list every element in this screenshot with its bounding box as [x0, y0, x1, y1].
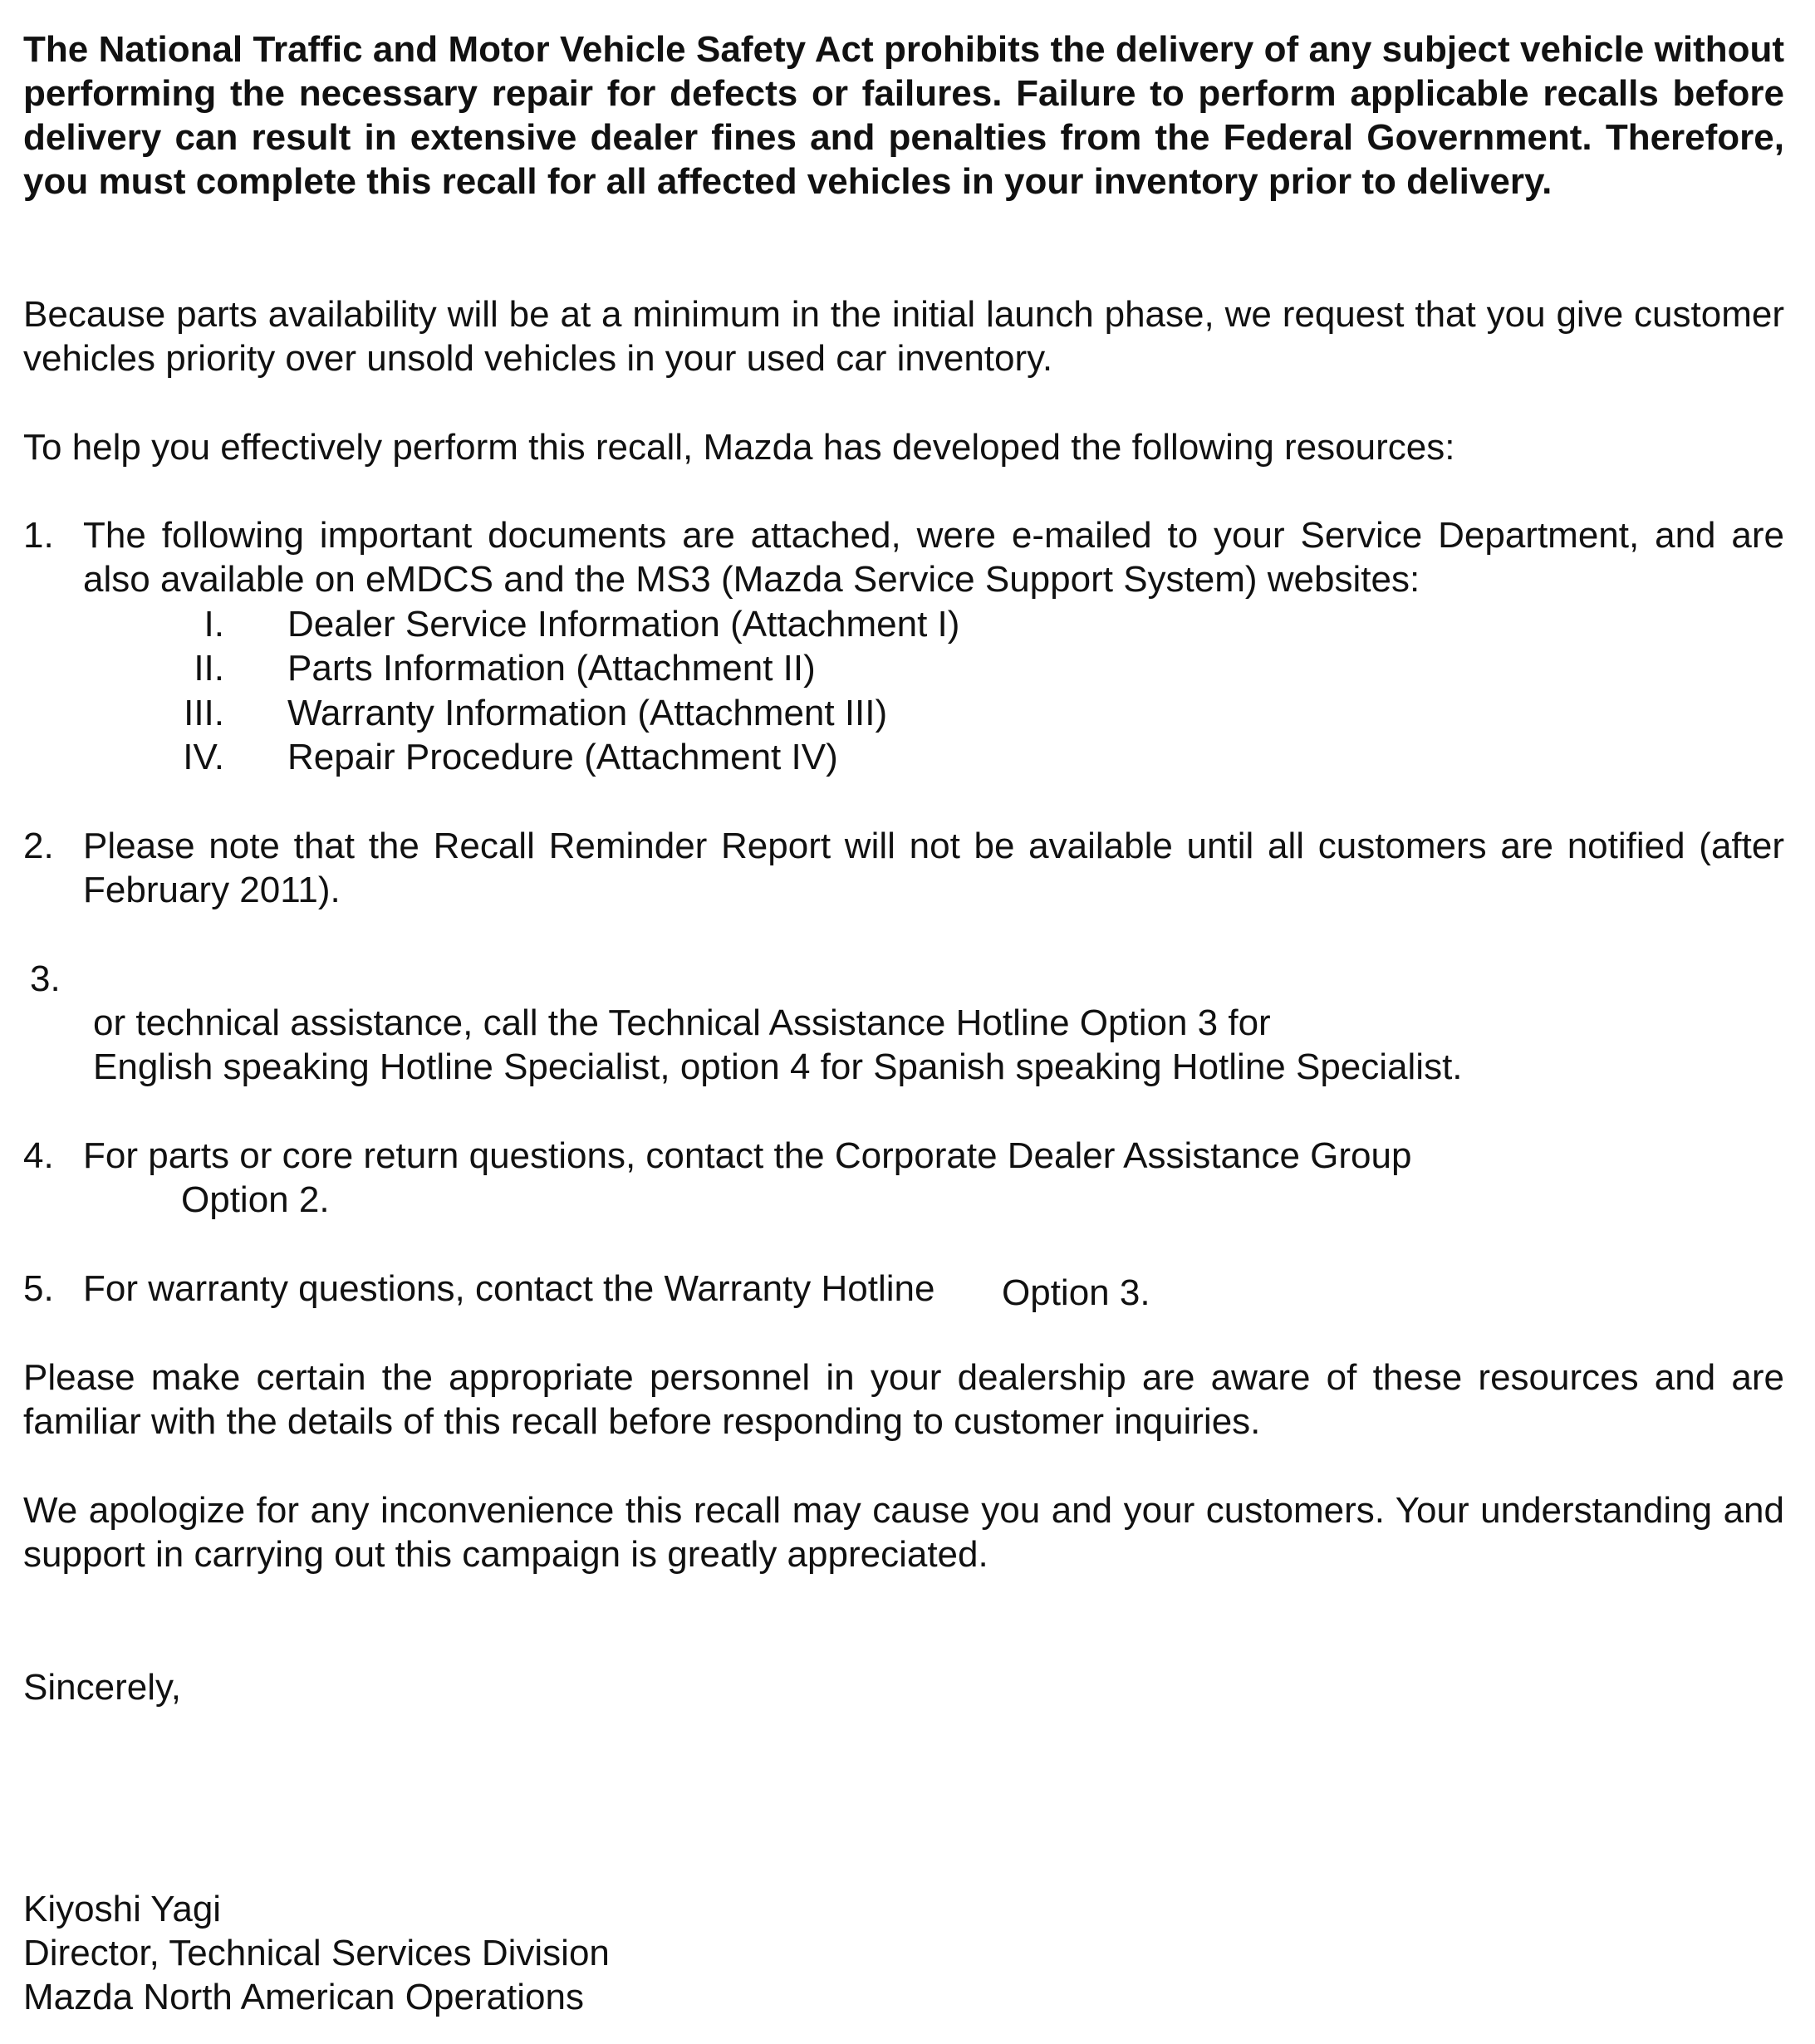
attachment-3-text: Warranty Information (Attachment III) — [287, 693, 888, 733]
attachment-3-number: III. — [184, 693, 224, 733]
list-item-2-text: Please note that the Recall Reminder Report will not be available until all customers are notified (after February 2011). — [83, 826, 1784, 910]
apology-paragraph: We apologize for any inconvenience this recall may cause you and your customers. Your understanding and support in carrying out this campaign is greatly appreciated. — [23, 1490, 1784, 1575]
resources-intro: To help you effectively perform this recall, Mazda has developed the following resources: — [23, 427, 1455, 468]
closing: Sincerely, — [23, 1667, 181, 1708]
list-item-5-line-1: For warranty questions, contact the Warranty Hotline — [83, 1268, 935, 1309]
list-item-4-number: 4. — [23, 1135, 54, 1176]
list-item-5-number: 5. — [23, 1268, 54, 1309]
signer-organization: Mazda North American Operations — [23, 1977, 584, 2017]
attachment-4-number: IV. — [183, 737, 224, 777]
list-item-5-option: Option 3. — [1002, 1272, 1150, 1313]
attachment-4-text: Repair Procedure (Attachment IV) — [287, 737, 838, 777]
awareness-paragraph: Please make certain the appropriate personnel in your dealership are aware of these resources and are familiar with the details of this recall before responding to customer inquiries. — [23, 1357, 1784, 1442]
signer-title: Director, Technical Services Division — [23, 1933, 610, 1973]
list-item-1-number: 1. — [23, 515, 54, 556]
list-item-1-text: The following important documents are attached, were e-mailed to your Service Department, and are also available on eMDCS and the MS3 (Mazda Service Support System) websites: — [83, 515, 1784, 600]
list-item-3-number: 3. — [30, 958, 61, 999]
attachment-2-number: II. — [194, 648, 224, 689]
list-item-2-number: 2. — [23, 826, 54, 866]
parts-priority-paragraph: Because parts availability will be at a minimum in the initial launch phase, we request that you give customer vehicles priority over unsold vehicles in your used car inventory. — [23, 294, 1784, 379]
list-item-4-line-2: Option 2. — [181, 1179, 330, 1220]
attachment-2-text: Parts Information (Attachment II) — [287, 648, 816, 689]
attachment-1-number: I. — [204, 604, 224, 645]
signer-name: Kiyoshi Yagi — [23, 1889, 222, 1929]
list-item-3-line-2: English speaking Hotline Specialist, option 4 for Spanish speaking Hotline Specialist. — [93, 1047, 1463, 1087]
safety-act-notice: The National Traffic and Motor Vehicle Safety Act prohibits the delivery of any subject vehicle without performing the necessary repair for defects or failures. Failure to perform applicable recalls before delivery can result in extensive dealer fines and penalties from the Federal Government. Therefore, you must complete this recall for all affected vehicles in your inventory prior to delivery. — [23, 29, 1784, 202]
list-item-3-line-1: or technical assistance, call the Technical Assistance Hotline Option 3 for — [93, 1002, 1271, 1043]
list-item-4-line-1: For parts or core return questions, contact the Corporate Dealer Assistance Group — [83, 1135, 1412, 1176]
attachment-1-text: Dealer Service Information (Attachment I) — [287, 604, 960, 645]
